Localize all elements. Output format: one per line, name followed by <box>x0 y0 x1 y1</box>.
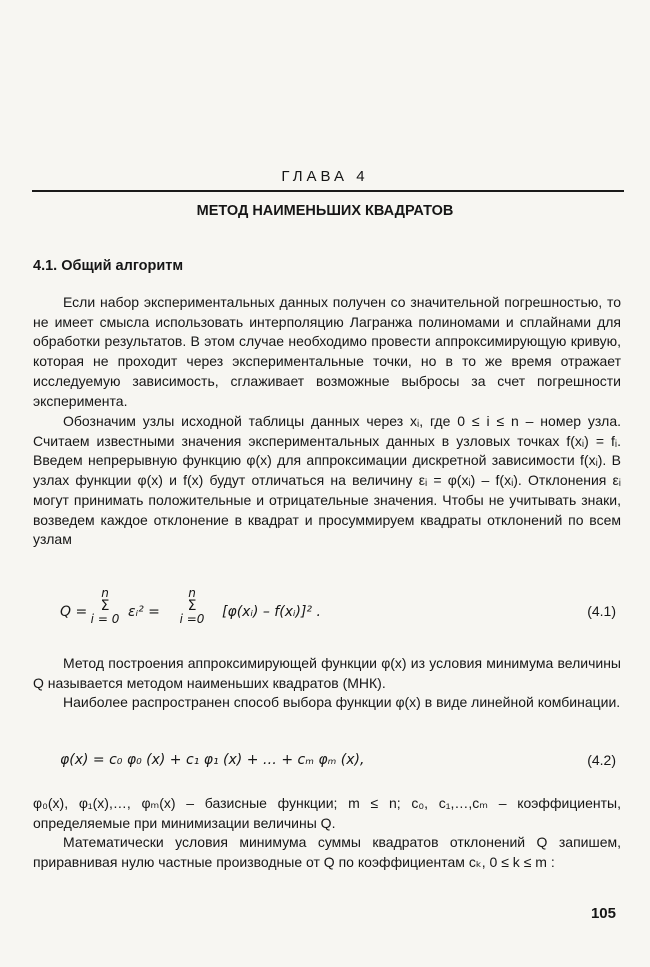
eq1-middle: εᵢ² = <box>128 604 160 620</box>
eq1-sum1 <box>90 586 120 626</box>
section-title: 4.1. Общий алгоритм <box>33 258 184 274</box>
paragraph-notation: Обозначим узлы исходной таблицы данных через xᵢ, где 0 ≤ i ≤ n – номер узла. Считаем известными значения экспериментальных данных в узловых точках f(xᵢ) = fᵢ. Введем непрерывную функцию φ(x) для аппроксимации дискретной зависимости f(xᵢ). В узлах функции φ(x) и f(x) будут отличаться на величину εᵢ = φ(xᵢ) – f(xᵢ). Отклонения εᵢ могут принимать положительные и отрицательные значения. Чтобы не учитывать знаки, возведем каждое отклонение в квадрат и просуммируем квадраты отклонений по всем узлам <box>33 413 621 548</box>
equation-4-2: φ(x) = c₀ φ₀ (x) + c₁ φ₁ (x) + … + cₘ φₘ (x), <box>60 752 365 768</box>
sigma-symbol: Σ <box>187 598 197 614</box>
paragraph-method: Метод построения аппроксимирующей функции φ(x) из условия минимума величины Q называется методом наименьших квадратов (МНК). <box>33 655 621 691</box>
chapter-title: МЕТОД НАИМЕНЬШИХ КВАДРАТОВ <box>196 203 454 219</box>
chapter-rule <box>32 190 624 192</box>
eq1-sum2 <box>176 586 208 626</box>
eq1-sum2-top: n <box>188 586 196 600</box>
eq1-sum1-bottom: i = 0 <box>90 612 120 626</box>
eq1-sum1-top: n <box>101 586 109 600</box>
equation-4-1 <box>60 586 420 634</box>
sigma-symbol: Σ <box>100 598 110 614</box>
paragraph-intro: Если набор экспериментальных данных получен со значительной погрешностью, то не имеет смысла использовать интерполяцию Лагранжа полиномами и сплайнами для обработки результатов. В этом случае необходимо провести аппроксимирующую кривую, которая не проходит через экспериментальные точки, но в то же время отражает исследуемую зависимость, сглаживает возможные выбросы за счет погрешности эксперимента. <box>33 294 621 409</box>
paragraph-basis: φ₀(x), φ₁(x),…, φₘ(x) – базисные функции; m ≤ n; c₀, c₁,…,cₘ – коэффициенты, определяемые при минимизации величины Q. <box>33 795 621 831</box>
page-number: 105 <box>590 905 616 922</box>
eq1-lhs: Q = <box>60 604 88 620</box>
eq1-sum2-bottom: i =0 <box>179 612 205 626</box>
eq1-rhs: [φ(xᵢ) – f(xᵢ)]² . <box>222 604 321 620</box>
chapter-label: ГЛАВА 4 <box>281 168 369 185</box>
equation-number-4-2: (4.2) <box>587 752 616 768</box>
paragraph-linear: Наиболее распространен способ выбора функции φ(x) в виде линейной комбинации. <box>63 694 621 710</box>
equation-number-4-1: (4.1) <box>587 603 616 619</box>
paragraph-minimum: Математически условия минимума суммы квадратов отклонений Q запишем, приравнивая нулю частные производные от Q по коэффициентам cₖ, 0 ≤ k ≤ m : <box>33 834 621 870</box>
